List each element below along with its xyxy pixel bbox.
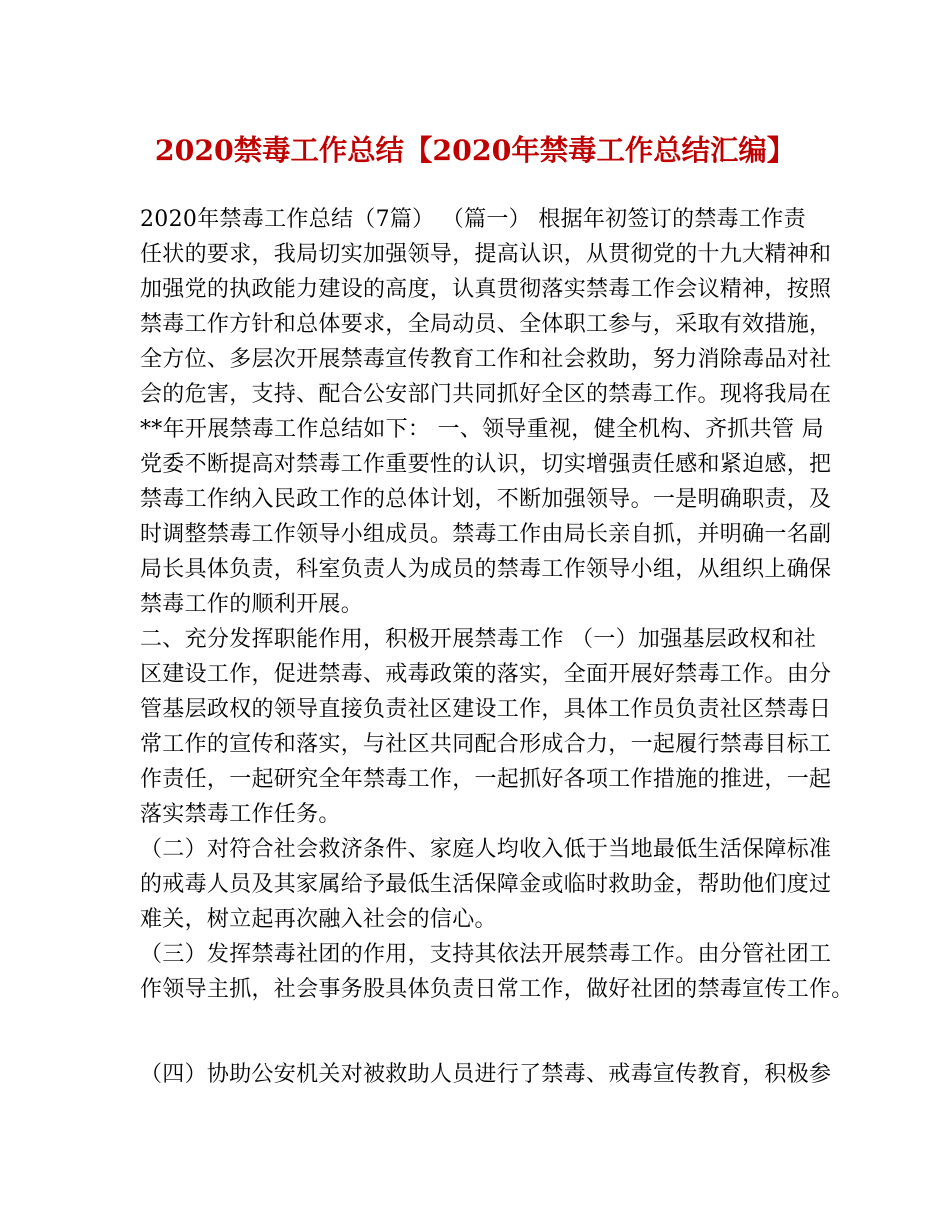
paragraph-line: 时调整禁毒工作领导小组成员。禁毒工作由局长亲自抓，并明确一名副 (140, 522, 832, 547)
paragraph-line: 区建设工作，促进禁毒、戒毒政策的落实，全面开展好禁毒工作。由分 (140, 662, 832, 687)
paragraph-line: 二、充分发挥职能作用，积极开展禁毒工作 （一）加强基层政权和社 (140, 627, 817, 652)
paragraph-line: 任状的要求，我局切实加强领导，提高认识，从贯彻党的十九大精神和 (140, 242, 832, 267)
paragraph-line: （二）对符合社会救济条件、家庭人均收入低于当地最低生活保障标准 (140, 837, 832, 862)
paragraph-line: 禁毒工作纳入民政工作的总体计划，不断加强领导。一是明确职责，及 (140, 487, 832, 512)
paragraph-line: 会的危害，支持、配合公安部门共同抓好全区的禁毒工作。现将我局在 (140, 382, 832, 407)
paragraph-line: 难关，树立起再次融入社会的信心。 (140, 907, 497, 932)
paragraph-line: 禁毒工作方针和总体要求，全局动员、全体职工参与，采取有效措施， (140, 312, 832, 337)
paragraph-line: 常工作的宣传和落实，与社区共同配合形成合力，一起履行禁毒目标工 (140, 732, 832, 757)
paragraph-line: 禁毒工作的顺利开展。 (140, 592, 364, 617)
paragraph-line: 作领导主抓，社会事务股具体负责日常工作，做好社团的禁毒宣传工作。 (140, 977, 854, 1002)
paragraph-line: 落实禁毒工作任务。 (140, 802, 341, 827)
paragraph-line: 管基层政权的领导直接负责社区建设工作，具体工作员负责社区禁毒日 (140, 697, 832, 722)
paragraph-line: 局长具体负责，科室负责人为成员的禁毒工作领导小组，从组织上确保 (140, 557, 832, 582)
paragraph-line: **年开展禁毒工作总结如下： 一、领导重视，健全机构、齐抓共管 局 (140, 417, 824, 442)
paragraph-line: 的戒毒人员及其家属给予最低生活保障金或临时救助金，帮助他们度过 (140, 872, 832, 897)
paragraph-line: 2020年禁毒工作总结（7篇） （篇一） 根据年初签订的禁毒工作责 (140, 207, 806, 232)
paragraph-line: （三）发挥禁毒社团的作用，支持其依法开展禁毒工作。由分管社团工 (140, 942, 832, 967)
paragraph-line: 作责任，一起研究全年禁毒工作，一起抓好各项工作措施的推进，一起 (140, 767, 832, 792)
paragraph-line: 全方位、多层次开展禁毒宣传教育工作和社会救助，努力消除毒品对社 (140, 347, 832, 372)
paragraph-line: 加强党的执政能力建设的高度，认真贯彻落实禁毒工作会议精神，按照 (140, 277, 832, 302)
paragraph-line: 党委不断提高对禁毒工作重要性的认识，切实增强责任感和紧迫感，把 (140, 452, 832, 477)
document-title: 2020禁毒工作总结【2020年禁毒工作总结汇编】 (154, 133, 796, 167)
paragraph-line: （四）协助公安机关对被救助人员进行了禁毒、戒毒宣传教育，积极参 (140, 1062, 832, 1087)
